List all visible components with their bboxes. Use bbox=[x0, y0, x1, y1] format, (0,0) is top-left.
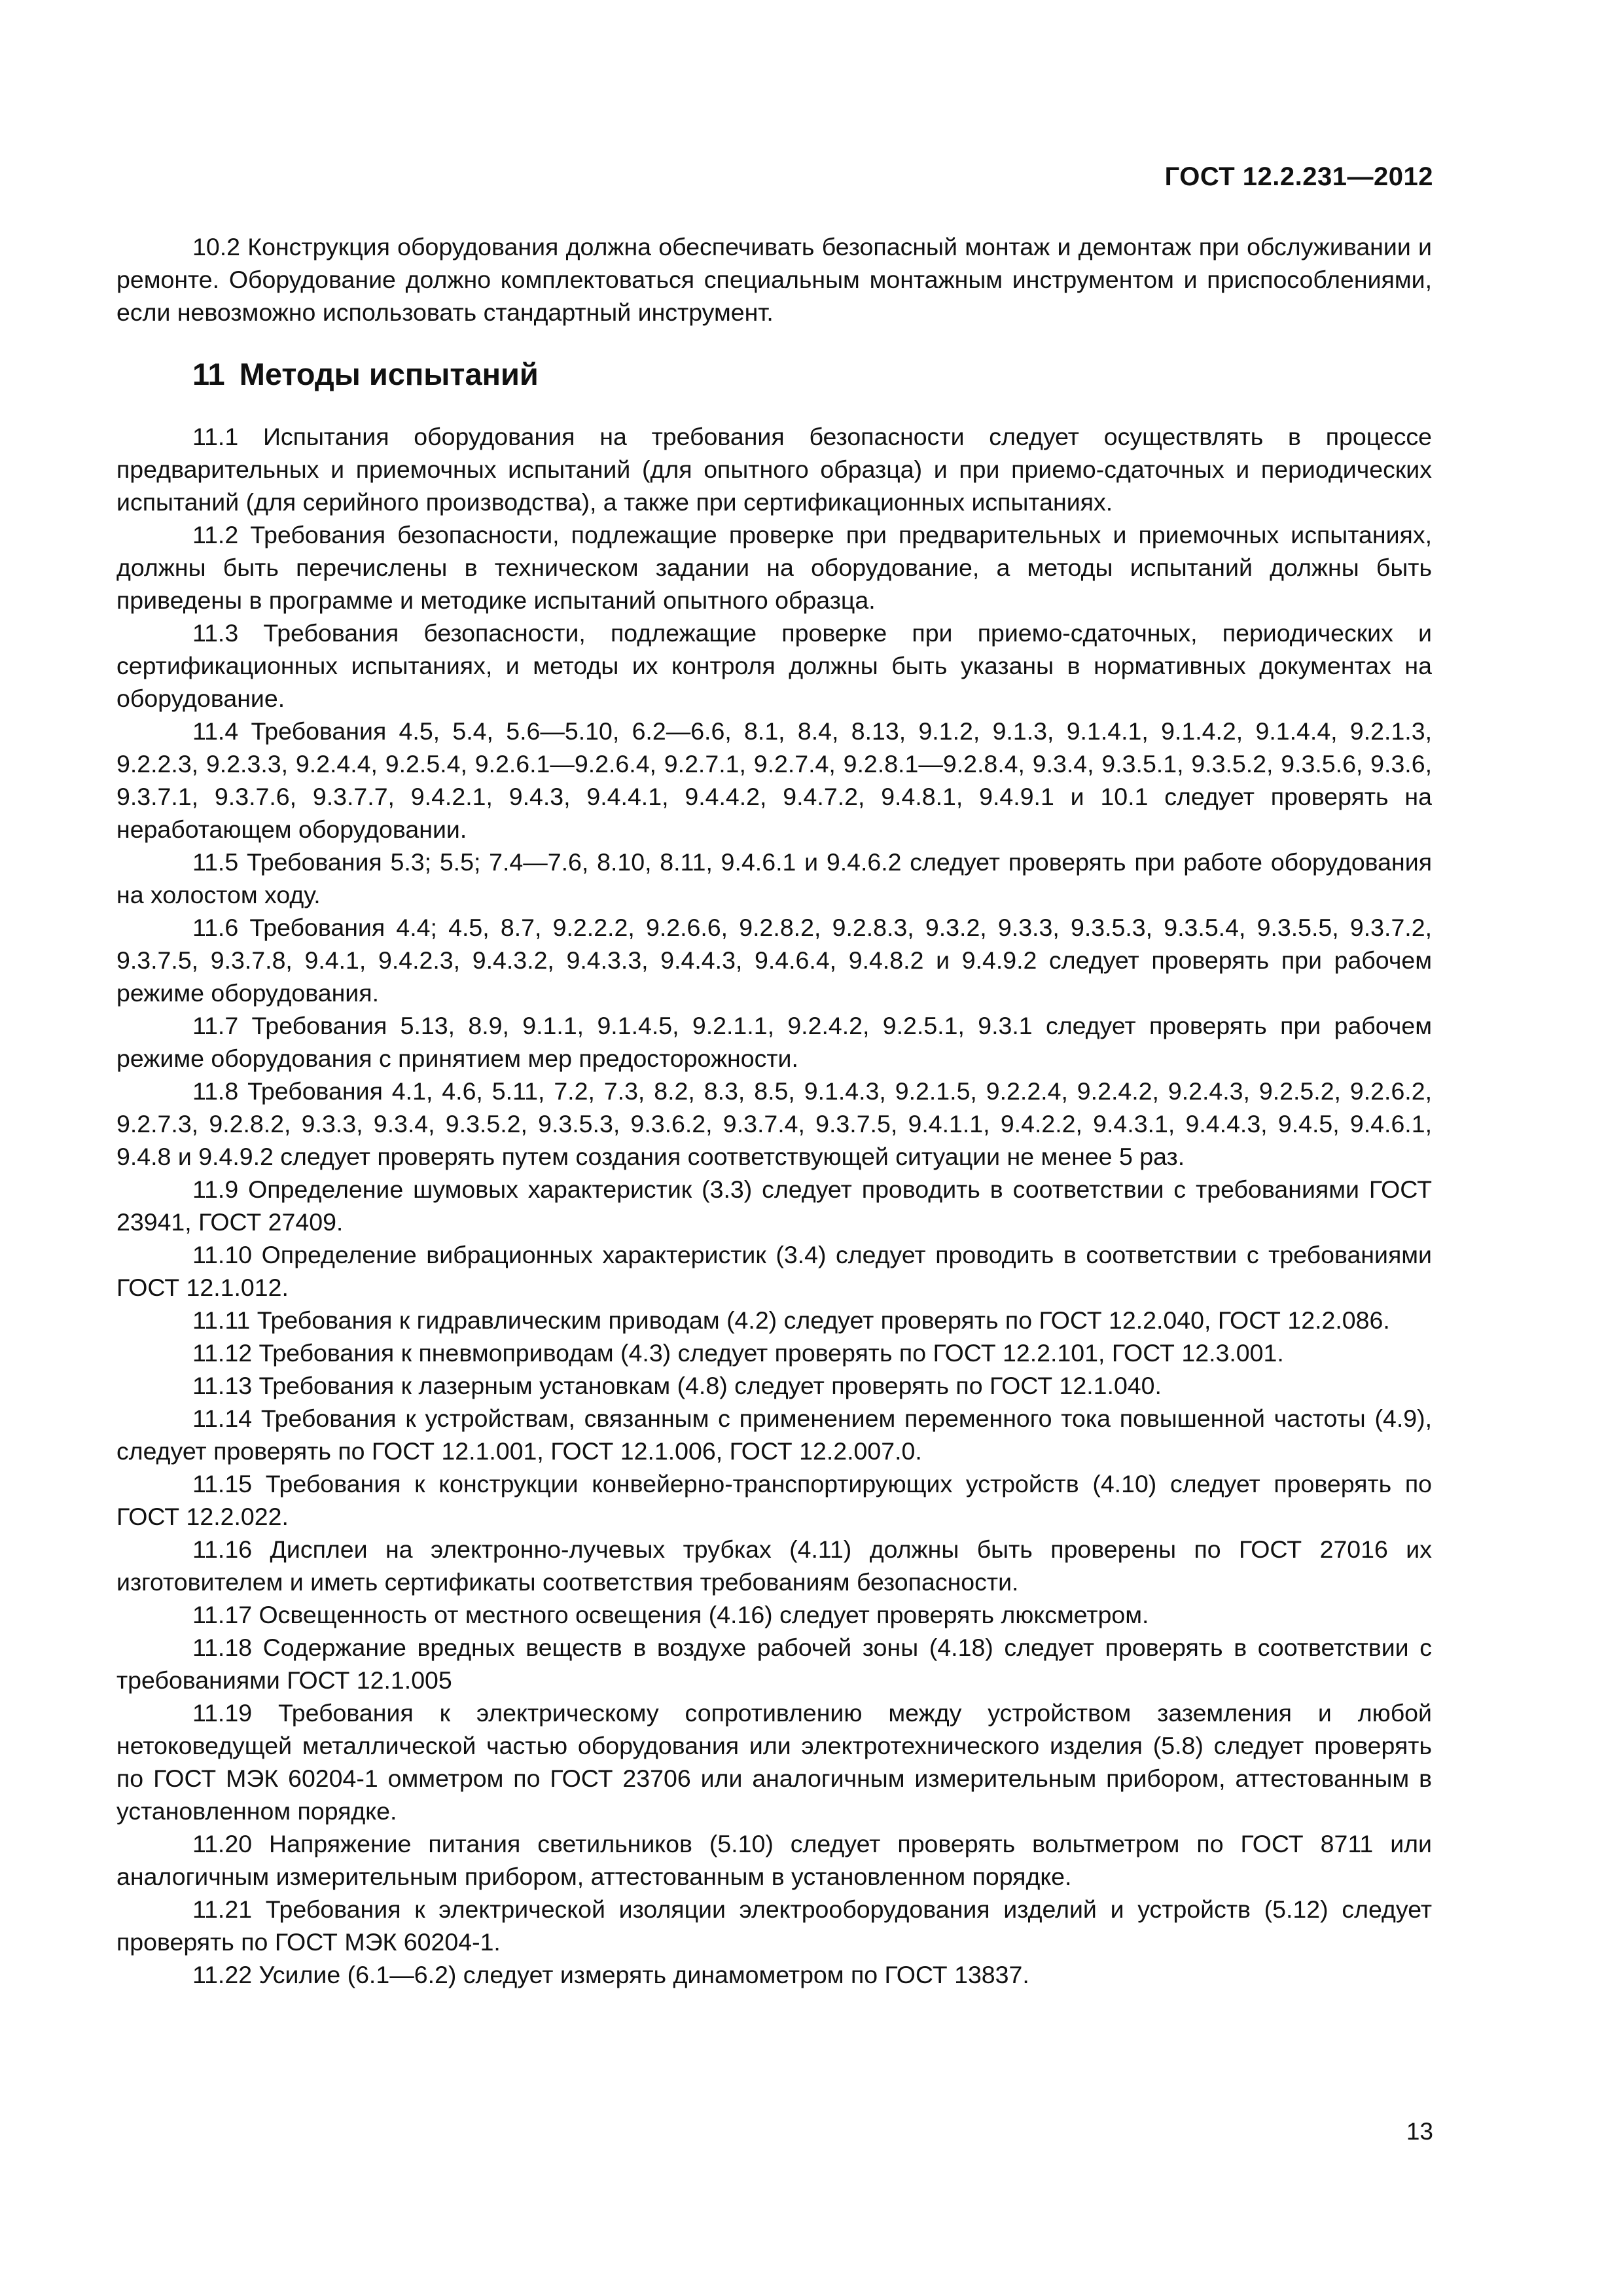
paragraph-11-1: 11.1 Испытания оборудования на требования безопасности следует осуществлять в процессе предварительных и приемочных испытаний (для опытного образца) и при приемо-сдаточных и периодических испытаний (для серийного производства), а также при сертификационных испытаниях. bbox=[116, 423, 1432, 516]
paragraph-11-16: 11.16 Дисплеи на электронно-лучевых трубках (4.11) должны быть проверены по ГОСТ 27016 их изготовителем и иметь сертификаты соответствия требованиям безопасности. bbox=[116, 1535, 1432, 1596]
paragraph-11-13: 11.13 Требования к лазерным установкам (4.8) следует проверять по ГОСТ 12.1.040. bbox=[192, 1372, 1162, 1399]
paragraph-11-21: 11.21 Требования к электрической изоляции электрооборудования изделий и устройств (5.12) следует проверять по ГОСТ МЭК 60204-1. bbox=[116, 1895, 1432, 1956]
paragraph-11-6: 11.6 Требования 4.4; 4.5, 8.7, 9.2.2.2, 9.2.6.6, 9.2.8.2, 9.2.8.3, 9.3.2, 9.3.3, 9.3.5.3, 9.3.5.4, 9.3.5.5, 9.3.7.2, 9.3.7.5, 9.3.7.8, 9.4.1, 9.4.2.3, 9.4.3.2, 9.4.3.3, 9.4.4.3, 9.4.6.4, 9.4.8.2 и 9.4.9.2 следует проверять при рабочем режиме оборудования. bbox=[116, 914, 1432, 1007]
paragraph-11-7: 11.7 Требования 5.13, 8.9, 9.1.1, 9.1.4.5, 9.2.1.1, 9.2.4.2, 9.2.5.1, 9.3.1 следует проверять при рабочем режиме оборудования с принятием мер предосторожности. bbox=[116, 1012, 1432, 1072]
page-content bbox=[116, 230, 1432, 1991]
paragraph-11-11: 11.11 Требования к гидравлическим приводам (4.2) следует проверять по ГОСТ 12.2.040, ГОСТ 12.2.086. bbox=[192, 1306, 1390, 1334]
paragraph-11-5: 11.5 Требования 5.3; 5.5; 7.4—7.6, 8.10, 8.11, 9.4.6.1 и 9.4.6.2 следует проверять при работе оборудования на холостом ходу. bbox=[116, 848, 1432, 908]
section-number: 11 bbox=[192, 357, 225, 391]
paragraph-11-4: 11.4 Требования 4.5, 5.4, 5.6—5.10, 6.2—6.6, 8.1, 8.4, 8.13, 9.1.2, 9.1.3, 9.1.4.1, 9.1.4.2, 9.1.4.4, 9.2.1.3, 9.2.2.3, 9.2.3.3, 9.2.4.4, 9.2.5.4, 9.2.6.1—9.2.6.4, 9.2.7.1, 9.2.7.4, 9.2.8.1—9.2.8.4, 9.3.4, 9.3.5.1, 9.3.5.2, 9.3.5.6, 9.3.6, 9.3.7.1, 9.3.7.6, 9.3.7.7, 9.4.2.1, 9.4.3, 9.4.4.1, 9.4.4.2, 9.4.7.2, 9.4.8.1, 9.4.9.1 и 10.1 следует проверять на неработающем оборудовании. bbox=[116, 717, 1432, 843]
paragraph-11-2: 11.2 Требования безопасности, подлежащие проверке при предварительных и приемочных испытаниях, должны быть перечислены в техническом задании на оборудование, а методы испытаний должны быть приведены в программе и методике испытаний опытного образца. bbox=[116, 521, 1432, 614]
paragraph-11-22: 11.22 Усилие (6.1—6.2) следует измерять динамометром по ГОСТ 13837. bbox=[192, 1961, 1029, 1988]
page-number: 13 bbox=[1406, 2118, 1433, 2145]
section-heading bbox=[192, 356, 1432, 393]
section-title-text: Методы испытаний bbox=[239, 357, 539, 391]
paragraph-11-15: 11.15 Требования к конструкции конвейерно-транспортирующих устройств (4.10) следует проверять по ГОСТ 12.2.022. bbox=[116, 1470, 1432, 1530]
paragraph-11-3: 11.3 Требования безопасности, подлежащие проверке при приемо-сдаточных, периодических и сертификационных испытаниях, и методы их контроля должны быть указаны в нормативных документах на оборудование. bbox=[116, 619, 1432, 712]
paragraph-10-2: 10.2 Конструкция оборудования должна обеспечивать безопасный монтаж и демонтаж при обслуживании и ремонте. Оборудование должно комплектоваться специальным монтажным инструментом и приспособлениями, если невозможно использовать стандартный инструмент. bbox=[116, 233, 1432, 326]
paragraph-11-14: 11.14 Требования к устройствам, связанным с применением переменного тока повышенной частоты (4.9), следует проверять по ГОСТ 12.1.001, ГОСТ 12.1.006, ГОСТ 12.2.007.0. bbox=[116, 1405, 1432, 1465]
paragraph-11-20: 11.20 Напряжение питания светильников (5.10) следует проверять вольтметром по ГОСТ 8711 или аналогичным измерительным прибором, аттестованным в установленном порядке. bbox=[116, 1830, 1432, 1890]
document-header-id: ГОСТ 12.2.231—2012 bbox=[1164, 162, 1433, 191]
paragraph-11-12: 11.12 Требования к пневмоприводам (4.3) следует проверять по ГОСТ 12.2.101, ГОСТ 12.3.001. bbox=[192, 1339, 1284, 1367]
paragraph-11-10: 11.10 Определение вибрационных характеристик (3.4) следует проводить в соответствии с требованиями ГОСТ 12.1.012. bbox=[116, 1241, 1432, 1301]
paragraph-11-18: 11.18 Содержание вредных веществ в воздухе рабочей зоны (4.18) следует проверять в соответствии с требованиями ГОСТ 12.1.005 bbox=[116, 1634, 1432, 1694]
paragraph-11-8: 11.8 Требования 4.1, 4.6, 5.11, 7.2, 7.3, 8.2, 8.3, 8.5, 9.1.4.3, 9.2.1.5, 9.2.2.4, 9.2.4.2, 9.2.4.3, 9.2.5.2, 9.2.6.2, 9.2.7.3, 9.2.8.2, 9.3.3, 9.3.4, 9.3.5.2, 9.3.5.3, 9.3.6.2, 9.3.7.4, 9.3.7.5, 9.4.1.1, 9.4.2.2, 9.4.3.1, 9.4.4.3, 9.4.5, 9.4.6.1, 9.4.8 и 9.4.9.2 следует проверять путем создания соответствующей ситуации не менее 5 раз. bbox=[116, 1077, 1432, 1170]
paragraph-11-9: 11.9 Определение шумовых характеристик (3.3) следует проводить в соответствии с требованиями ГОСТ 23941, ГОСТ 27409. bbox=[116, 1175, 1432, 1236]
paragraph-11-17: 11.17 Освещенность от местного освещения (4.16) следует проверять люксметром. bbox=[192, 1601, 1149, 1628]
paragraph-11-19: 11.19 Требования к электрическому сопротивлению между устройством заземления и любой нетоковедущей металлической частью оборудования или электротехнического изделия (5.8) следует проверять по ГОСТ МЭК 60204-1 омметром по ГОСТ 23706 или аналогичным измерительным прибором, аттестованным в установленном порядке. bbox=[116, 1699, 1432, 1825]
